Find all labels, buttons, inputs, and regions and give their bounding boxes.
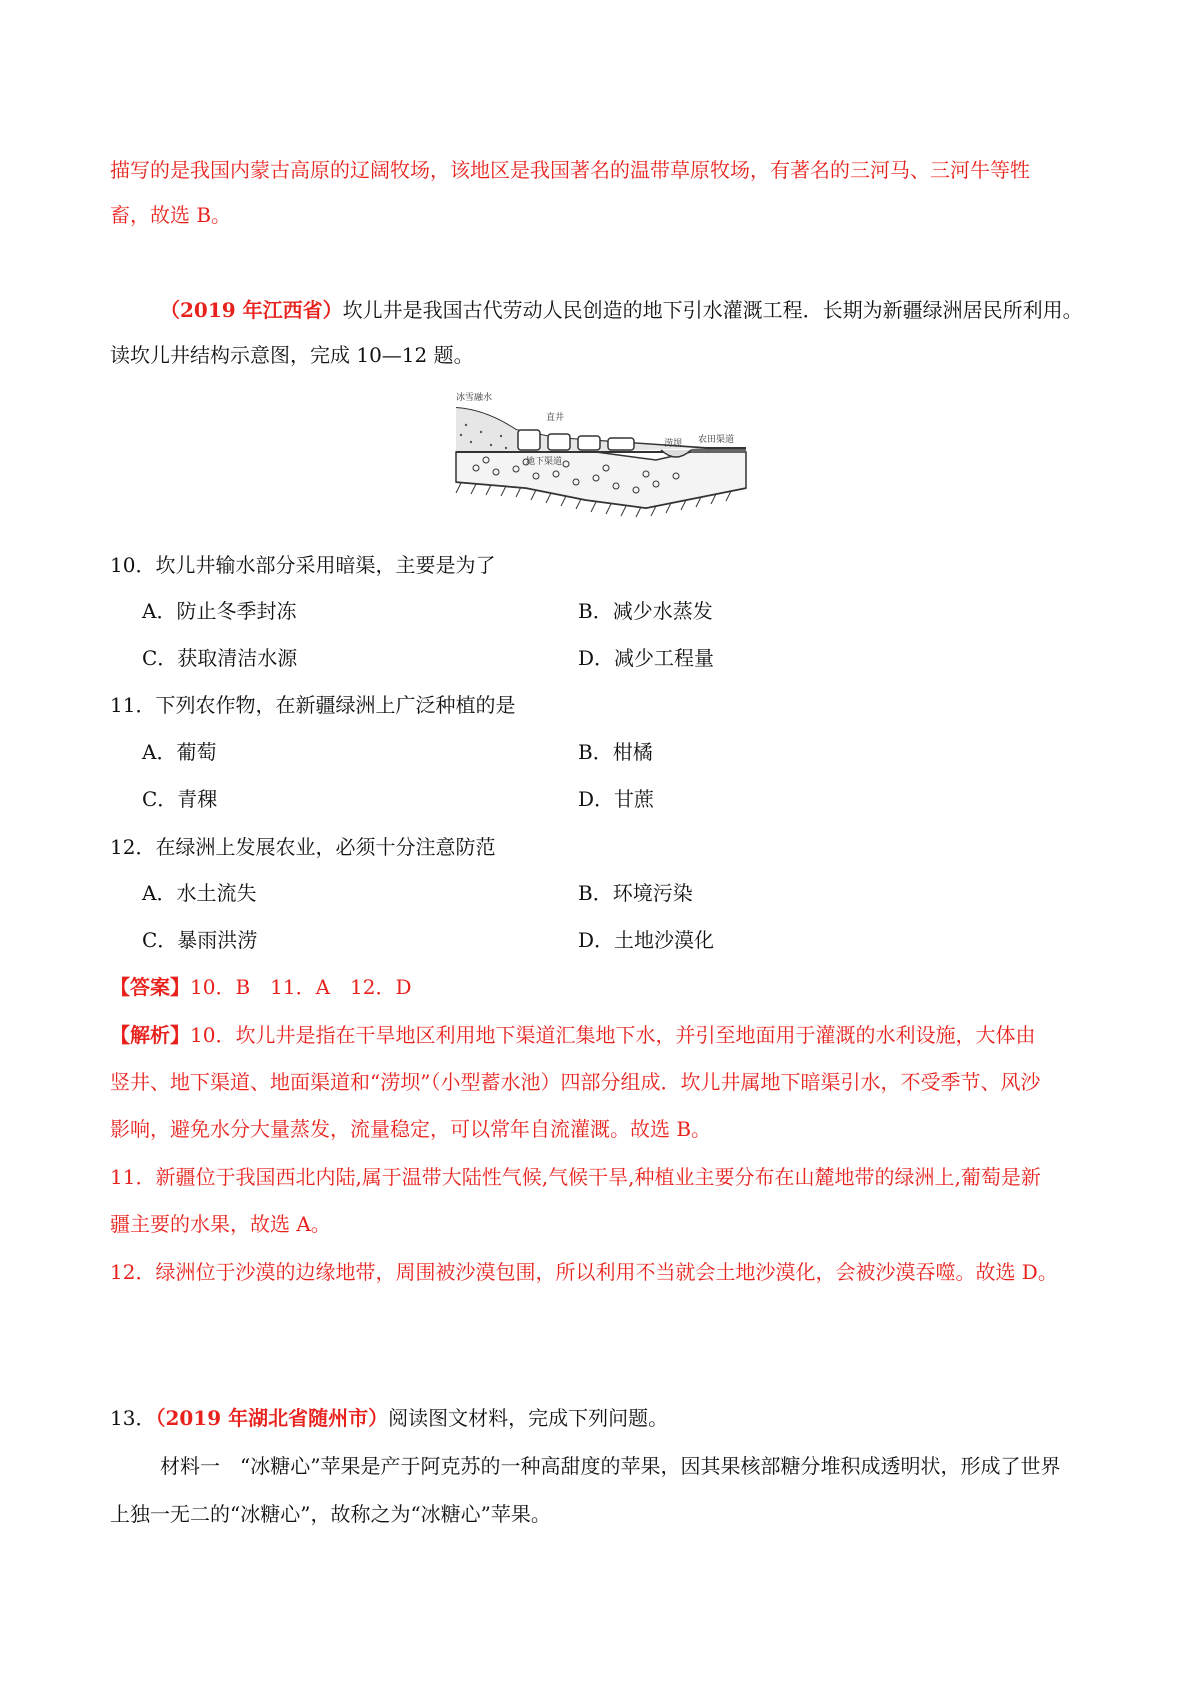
answer-text: 10．B 11．A 12．D [190, 975, 412, 999]
q10-stem: 10．坎儿井输水部分采用暗渠，主要是为了 [110, 553, 496, 577]
q11-option-d: D．甘蔗 [578, 787, 655, 811]
q11-option-c: C．青稞 [142, 787, 218, 811]
q13-source: （2019 年湖北省随州市） [155, 1406, 389, 1430]
intro-line-1 [160, 295, 1150, 325]
karez-diagram [446, 390, 766, 520]
q12-option-c: C．暴雨洪涝 [142, 928, 258, 952]
analysis-10-line-1: 10．坎儿井是指在干旱地区利用地下渠道汇集地下水，并引至地面用于灌溉的水利设施，大体由 [190, 1023, 1036, 1047]
analysis-line-1 [110, 1020, 1100, 1050]
intro-line-2: 读坎儿井结构示意图，完成 10—12 题。 [110, 343, 474, 367]
label-snowmelt: 冰雪融水 [456, 393, 493, 403]
label-dam: 涝坝 [664, 439, 683, 449]
label-underground: 地下渠道 [526, 457, 563, 467]
q13-text: 阅读图文材料，完成下列问题。 [388, 1406, 669, 1430]
prev-analysis-line-2: 畜，故选 B。 [110, 203, 232, 227]
analysis-11-line-1: 11．新疆位于我国西北内陆,属于温带大陆性气候,气候干旱,种植业主要分布在山麓地带的绿洲上,葡萄是新 [110, 1165, 1041, 1189]
q12-stem: 12．在绿洲上发展农业，必须十分注意防范 [110, 835, 496, 859]
aquifer-layer [456, 452, 746, 508]
q13-material-line-1: 材料一 “冰糖心”苹果是产于阿克苏的一种高甜度的苹果，因其果核部糖分堆积成透明状，形成了世界 [160, 1454, 1061, 1478]
label-shaft: 直井 [546, 413, 565, 423]
answer-label: 【答案】 [110, 975, 190, 999]
q10-option-a: A．防止冬季封冻 [142, 599, 297, 623]
q10-option-d: D．减少工程量 [578, 646, 715, 670]
q12-option-d: D．土地沙漠化 [578, 928, 715, 952]
label-farm-channel: 农田渠道 [698, 435, 735, 445]
answer-line [110, 972, 1100, 1002]
intro-text-1: 坎儿井是我国古代劳动人民创造的地下引水灌溉工程．长期为新疆绿洲居民所利用。 [342, 298, 1083, 322]
analysis-12-line-1: 12．绿洲位于沙漠的边缘地带，周围被沙漠包围，所以利用不当就会土地沙漠化，会被沙漠吞噬。故选 D。 [110, 1260, 1058, 1284]
q11-option-a: A．葡萄 [142, 740, 217, 764]
analysis-10-line-3: 影响，避免水分大量蒸发，流量稳定，可以常年自流灌溉。故选 B。 [110, 1117, 712, 1141]
q11-option-b: B．柑橘 [578, 740, 653, 764]
q13-header [110, 1403, 1100, 1433]
prev-analysis-line-1: 描写的是我国内蒙古高原的辽阔牧场，该地区是我国著名的温带草原牧场，有著名的三河马、三河牛等牲 [110, 158, 1030, 182]
q10-option-c: C．获取清洁水源 [142, 646, 298, 670]
q12-option-b: B．环境污染 [578, 881, 693, 905]
intro-source: （2019 年江西省） [160, 298, 343, 322]
q12-option-a: A．水土流失 [142, 881, 257, 905]
q13-material-line-2: 上独一无二的“冰糖心”，故称之为“冰糖心”苹果。 [110, 1502, 551, 1526]
q11-stem: 11．下列农作物，在新疆绿洲上广泛种植的是 [110, 693, 516, 717]
analysis-label: 【解析】 [110, 1023, 190, 1047]
analysis-11-line-2: 疆主要的水果，故选 A。 [110, 1212, 331, 1236]
q10-option-b: B．减少水蒸发 [578, 599, 713, 623]
q13-number: 13． [110, 1406, 156, 1430]
analysis-10-line-2: 竖井、地下渠道、地面渠道和“涝坝”（小型蓄水池）四部分组成．坎儿井属地下暗渠引水，不受季节、风沙 [110, 1070, 1041, 1094]
